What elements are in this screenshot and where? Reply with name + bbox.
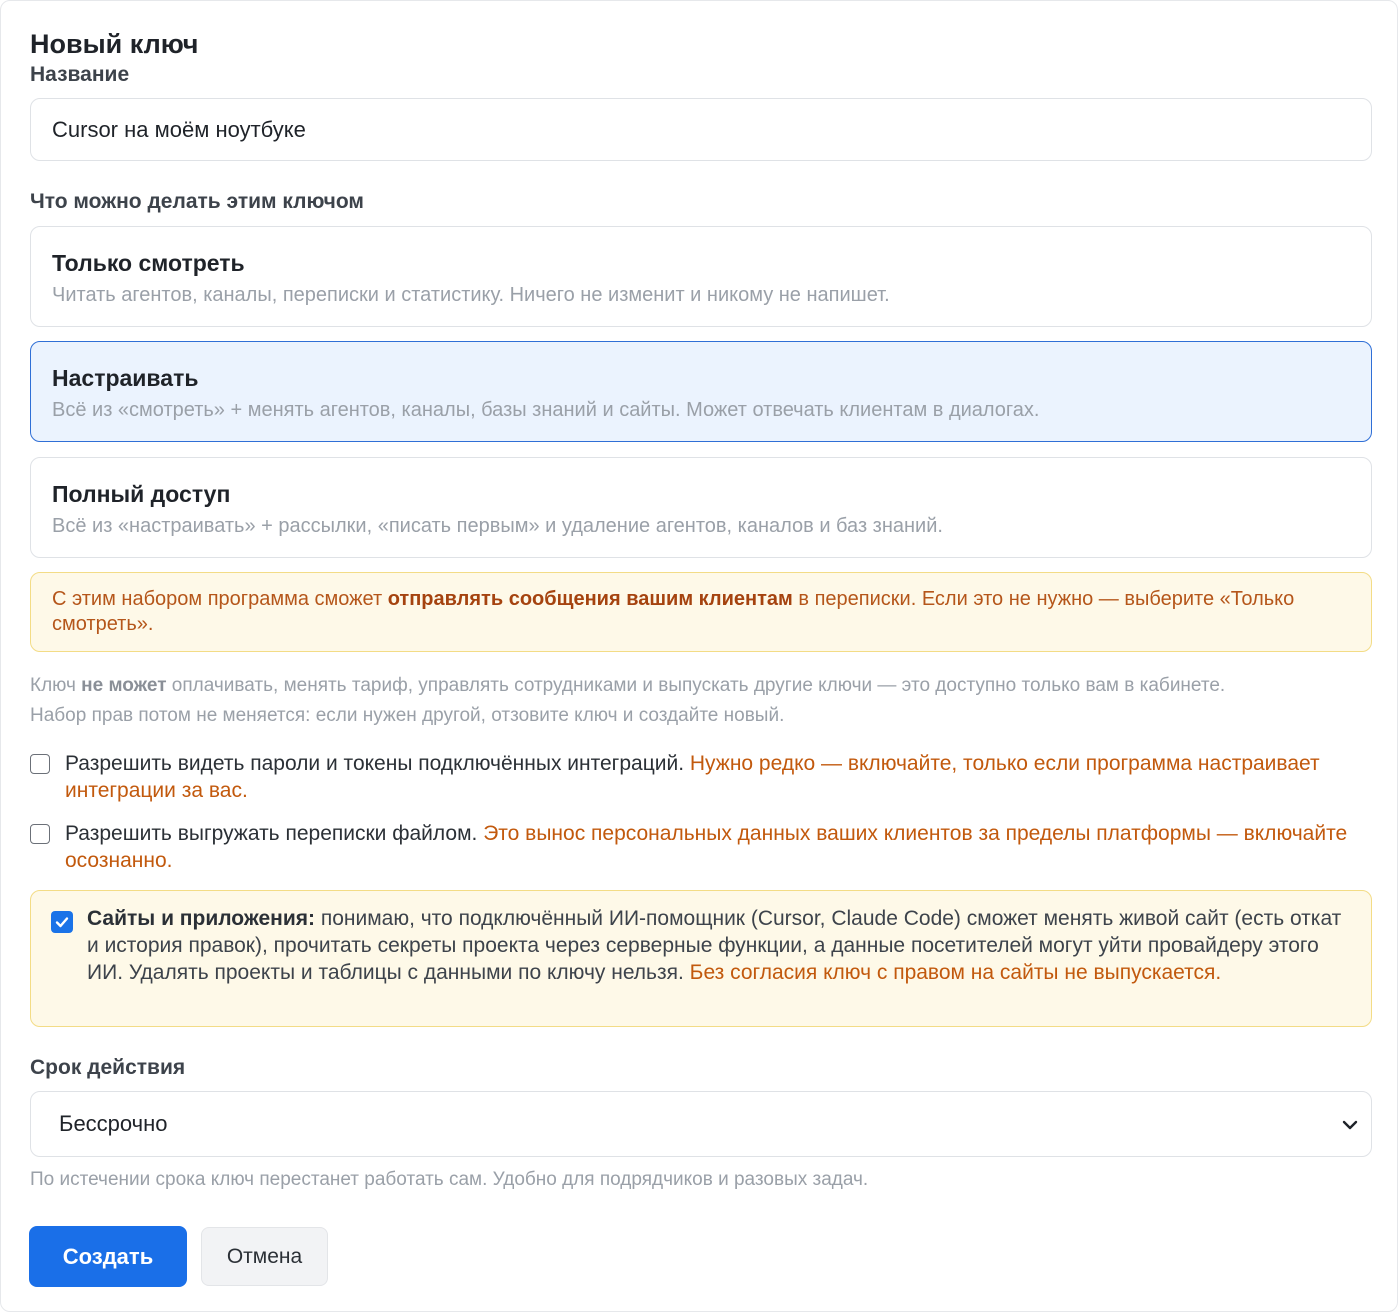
limitations-line-1	[30, 671, 1380, 701]
expiry-hint: По истечении срока ключ перестанет работать сам. Удобно для подрядчиков и разовых задач.	[30, 1169, 869, 1190]
chevron-down-icon	[1341, 1116, 1359, 1134]
dialog-title: Новый ключ	[30, 29, 199, 59]
expiry-label: Срок действия	[30, 1056, 186, 1079]
export-checkbox[interactable]	[30, 824, 50, 844]
checkbox-label-text: Разрешить выгружать переписки файлом.	[65, 822, 484, 845]
permission-option-configure[interactable]	[30, 341, 1372, 442]
name-input[interactable]	[30, 98, 1372, 161]
checkbox-warning-text: Это вынос персональных данных ваших клиентов за пределы платформы — включайте осознанно.	[65, 822, 1348, 872]
send-messages-warning	[30, 572, 1372, 652]
expiry-select[interactable]	[30, 1091, 1372, 1157]
create-button[interactable]: Создать	[29, 1226, 187, 1287]
sites-consent-box	[30, 890, 1372, 1027]
note-text-tail: оплачивать, менять тариф, управлять сотрудниками и выпускать другие ключи — это доступно только вам в кабинете.	[166, 675, 1226, 696]
passwords-checkbox-label[interactable]	[65, 750, 1350, 804]
passwords-checkbox[interactable]	[30, 754, 50, 774]
consent-text: понимаю, что подключённый ИИ-помощник (Cursor, Claude Code) сможет менять живой сайт (есть откат и история правок), прочитать секреты проекта через серверные функции, а данные посетителей могут уйти провайдеру этого ИИ. Удалять проекты и таблицы с данными по ключу нельзя.	[87, 907, 1342, 984]
export-checkbox-label[interactable]	[65, 820, 1350, 874]
warning-bold-text: отправлять сообщения вашим клиентам	[387, 588, 793, 610]
permission-option-title: Настраивать	[52, 365, 199, 391]
permission-option-full[interactable]	[30, 457, 1372, 558]
checkmark-icon	[54, 914, 70, 930]
permission-option-title: Полный доступ	[52, 481, 231, 507]
note-bold: не может	[81, 675, 167, 696]
name-input-value: Cursor на моём ноутбуке	[52, 116, 306, 142]
name-label: Название	[30, 63, 130, 86]
warning-text-tail: в переписки. Если это не нужно — выберите «Только смотреть».	[52, 588, 1295, 635]
permission-option-description: Всё из «смотреть» + менять агентов, каналы, базы знаний и сайты. Может отвечать клиентам в диалогах.	[52, 399, 1040, 421]
limitations-line-2: Набор прав потом не меняется: если нужен другой, отзовите ключ и создайте новый.	[30, 705, 785, 726]
limitations-note	[30, 671, 1380, 731]
consent-bold: Сайты и приложения:	[87, 907, 315, 930]
checkbox-warning-text: Нужно редко — включайте, только если программа настраивает интеграции за вас.	[65, 752, 1320, 802]
permission-option-title: Только смотреть	[52, 250, 245, 276]
sites-consent-checkbox[interactable]	[51, 911, 73, 933]
permissions-label: Что можно делать этим ключом	[30, 190, 364, 213]
cancel-button[interactable]: Отмена	[201, 1227, 328, 1286]
warning-text: С этим набором программа сможет	[52, 588, 388, 610]
permission-option-description: Читать агентов, каналы, переписки и статистику. Ничего не изменит и никому не напишет.	[52, 284, 890, 306]
permission-option-read[interactable]	[30, 226, 1372, 327]
expiry-select-value: Бессрочно	[59, 1111, 168, 1136]
sites-consent-label[interactable]	[87, 905, 1357, 986]
note-text: Ключ	[30, 675, 82, 696]
consent-warning: Без согласия ключ с правом на сайты не выпускается.	[689, 961, 1222, 984]
checkbox-label-text: Разрешить видеть пароли и токены подключённых интеграций.	[65, 752, 690, 775]
permission-option-description: Всё из «настраивать» + рассылки, «писать первым» и удаление агентов, каналов и баз знаний.	[52, 515, 943, 537]
